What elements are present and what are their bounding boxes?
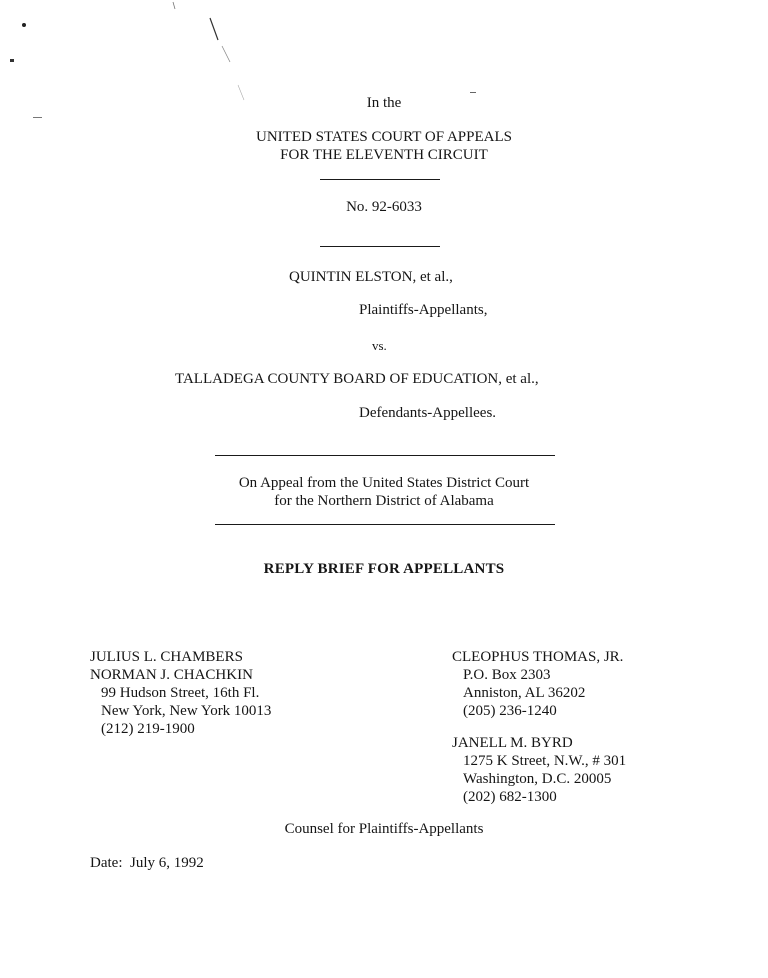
counsel-phone: (205) 236-1240 xyxy=(463,703,557,719)
defendant-name: TALLADEGA COUNTY BOARD OF EDUCATION, et al., xyxy=(175,371,539,387)
counsel-name: JULIUS L. CHAMBERS xyxy=(90,649,243,665)
counsel-phone: (212) 219-1900 xyxy=(101,721,195,737)
case-number: No. 92-6033 xyxy=(346,199,422,215)
divider-rule xyxy=(320,179,440,180)
counsel-block-right-1 xyxy=(452,648,623,720)
counsel-label: Counsel for Plaintiffs-Appellants xyxy=(284,821,484,837)
counsel-address: P.O. Box 2303 xyxy=(463,667,551,683)
appeal-line1: On Appeal from the United States District Court xyxy=(238,475,530,491)
counsel-name: CLEOPHUS THOMAS, JR. xyxy=(452,649,624,665)
defendant-role: Defendants-Appellees. xyxy=(359,405,497,421)
date-line: Date: July 6, 1992 xyxy=(90,855,204,871)
counsel-address: 1275 K Street, N.W., # 301 xyxy=(463,753,627,769)
scan-mark xyxy=(470,92,476,93)
counsel-address: New York, New York 10013 xyxy=(101,703,272,719)
counsel-block-left xyxy=(90,648,271,738)
divider-rule xyxy=(215,455,555,456)
versus-text: vs. xyxy=(372,338,387,353)
court-name-line1: UNITED STATES COURT OF APPEALS xyxy=(256,129,512,145)
counsel-phone: (202) 682-1300 xyxy=(463,789,557,805)
counsel-block-right-2 xyxy=(452,734,626,806)
court-name-line2: FOR THE ELEVENTH CIRCUIT xyxy=(280,147,488,163)
plaintiff-role: Plaintiffs-Appellants, xyxy=(359,302,488,318)
counsel-address: Anniston, AL 36202 xyxy=(463,685,586,701)
counsel-name: NORMAN J. CHACHKIN xyxy=(90,667,253,683)
counsel-name: JANELL M. BYRD xyxy=(452,735,573,751)
scan-mark xyxy=(10,59,14,62)
plaintiff-name: QUINTIN ELSTON, et al., xyxy=(289,269,453,285)
counsel-address: Washington, D.C. 20005 xyxy=(463,771,612,787)
appeal-line2: for the Northern District of Alabama xyxy=(274,493,494,509)
scan-mark xyxy=(33,117,42,118)
counsel-address: 99 Hudson Street, 16th Fl. xyxy=(101,685,260,701)
divider-rule xyxy=(320,246,440,247)
scan-mark xyxy=(22,23,26,27)
document-title: REPLY BRIEF FOR APPELLANTS xyxy=(263,561,505,577)
intro-text: In the xyxy=(366,95,402,111)
divider-rule xyxy=(215,524,555,525)
